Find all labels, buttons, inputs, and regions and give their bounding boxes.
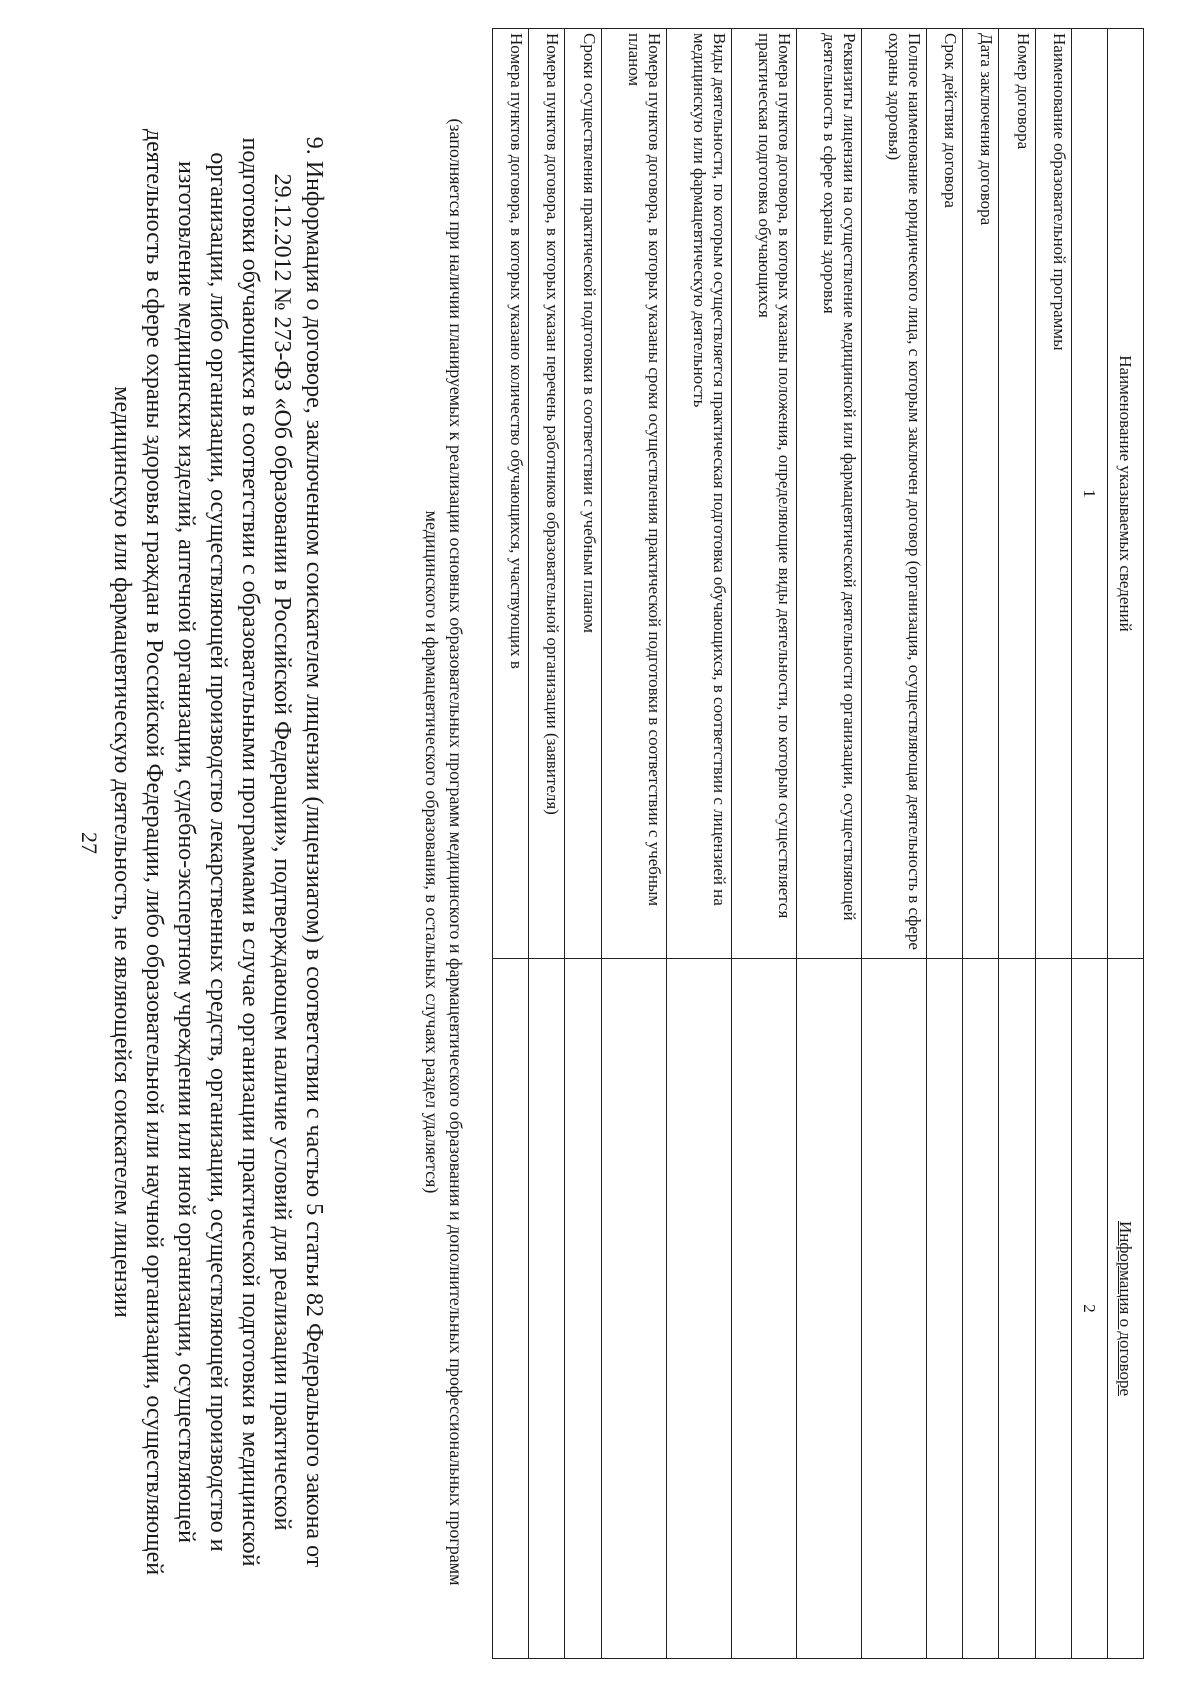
- row-value-cell: [601, 959, 666, 1659]
- table-row: [1035, 29, 1071, 1659]
- row-label: Виды деятельности, по которым осуществляется практическая подготовка обучающихся, в соответствии с лицензией на медицинскую или фармацевтическую деятельность: [666, 29, 731, 959]
- table-row: [999, 29, 1035, 1659]
- table-row: [565, 29, 601, 1659]
- page-number: 27: [77, 832, 102, 854]
- row-label: Номера пунктов договора, в которых указаны положения, определяющие виды деятельности, по которым осуществляется практическая подготовка обучающихся: [731, 29, 796, 959]
- row-label: Наименование образовательной программы: [1035, 29, 1071, 959]
- section-heading: 9. Информация о договоре, заключенном соискателем лицензии (лицензиатом) в соответствии с частью 5 статьи 82 Федерального закона от 29.12.2012 № 273-ФЗ «Об образовании в Российской Федерации», подтверждающем наличие условий для реализации практической подготовки обучающихся в соответствии с образовательными программами в случае организации практической подготовки в медицинской организации, либо организации, осуществляющей производство лекарственных средств, организации, осуществляющей производство и изготовление медицинских изделий, аптечной организации, судебно-экспертном учреждении или иной организации, осуществляющей деятельность в сфере охраны здоровья граждан в Российской Федерации, либо образовательной или научной организации, осуществляющей медицинскую или фармацевтическую деятельность, не являющейся соискателем лицензии: [109, 128, 327, 1576]
- contract-info-table: [492, 28, 1144, 1659]
- table-row: [861, 29, 926, 1659]
- row-value-cell: [666, 959, 731, 1659]
- table-row: [493, 29, 529, 1659]
- column-header-name: Наименование указываемых сведений: [1107, 29, 1143, 959]
- row-label: Полное наименование юридического лица, с которым заключен договор (организация, осуществляющая деятельность в сфере охраны здоровья): [861, 29, 926, 959]
- row-label: Сроки осуществления практической подготовки в соответствии с учебным планом: [565, 29, 601, 959]
- row-label: Номер договора: [999, 29, 1035, 959]
- row-label: Номера пунктов договора, в которых указаны сроки осуществления практической подготовки в соответствии с учебным планом: [601, 29, 666, 959]
- table-row: [731, 29, 796, 1659]
- row-value-cell: [529, 959, 565, 1659]
- table-row: [796, 29, 861, 1659]
- column-number: 1: [1071, 29, 1107, 959]
- row-label: Реквизиты лицензии на осуществление медицинской или фармацевтической деятельности организации, осуществляющей деятельность в сфере охраны здоровья: [796, 29, 861, 959]
- row-label: Дата заключения договора: [963, 29, 999, 959]
- column-header-info: Информация о договоре: [1107, 959, 1143, 1659]
- table-row: [601, 29, 666, 1659]
- table-row: [666, 29, 731, 1659]
- row-label: Срок действия договора: [927, 29, 963, 959]
- row-value-cell: [565, 959, 601, 1659]
- row-value-cell: [999, 959, 1035, 1659]
- row-label: Номера пунктов договора, в которых указано количество обучающихся, участвующих в: [493, 29, 529, 959]
- table-row: [927, 29, 963, 1659]
- table-row: [529, 29, 565, 1659]
- row-value-cell: [731, 959, 796, 1659]
- row-value-cell: [963, 959, 999, 1659]
- column-number: 2: [1071, 959, 1107, 1659]
- table-header-row: [1107, 29, 1143, 1659]
- row-value-cell: [1035, 959, 1071, 1659]
- table-number-row: [1071, 29, 1107, 1659]
- row-value-cell: [796, 959, 861, 1659]
- section-note: (заполняется при наличии планируемых к реализации основных образовательных программ медицинского и фармацевтического образования и дополнительных профессиональных программ медицинского и фармацевтического образования, в остальных случаях раздел удаляется): [422, 118, 466, 1586]
- row-value-cell: [493, 959, 529, 1659]
- row-value-cell: [927, 959, 963, 1659]
- row-label: Номера пунктов договора, в которых указан перечень работников образовательной организации (заявителя): [529, 29, 565, 959]
- row-value-cell: [861, 959, 926, 1659]
- table-row: [963, 29, 999, 1659]
